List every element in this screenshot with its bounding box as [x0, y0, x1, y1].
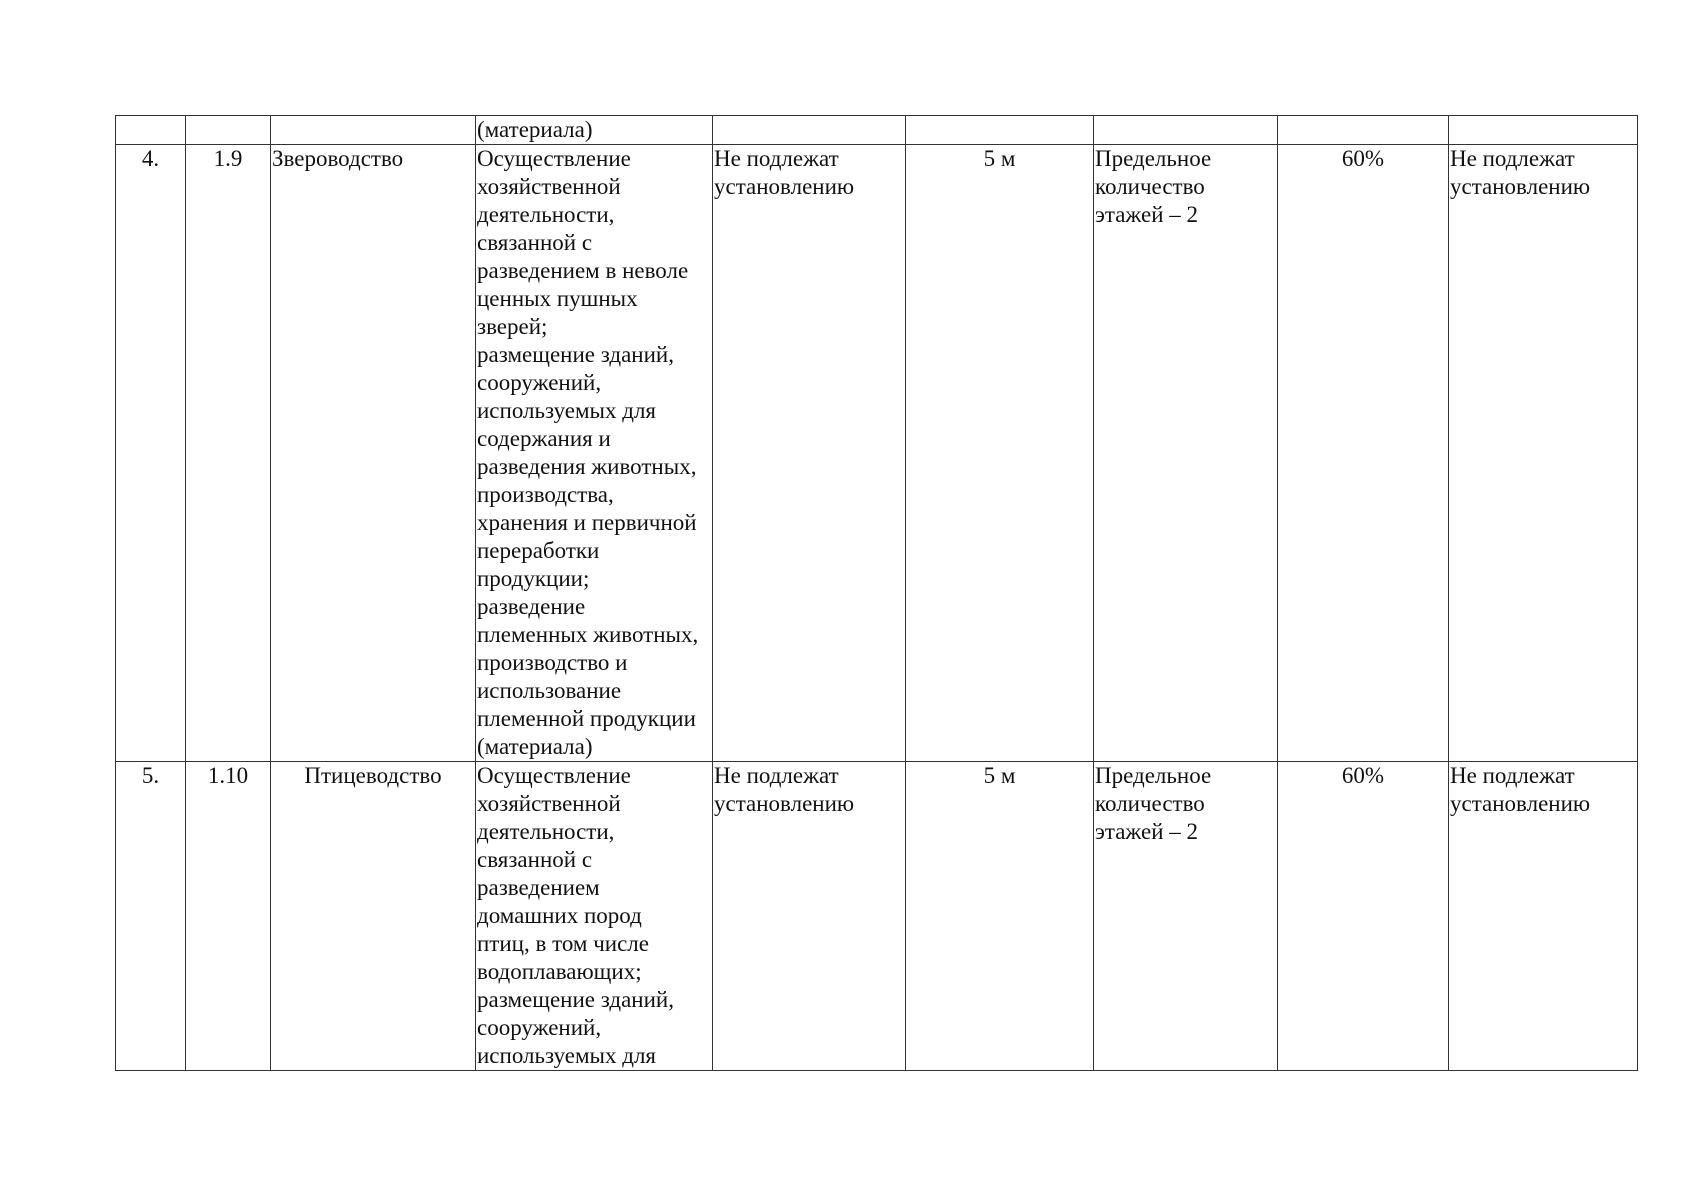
- cell-col9: [1449, 116, 1638, 145]
- cell-code: 1.10: [186, 762, 271, 1071]
- cell-col7: Предельное количество этажей – 2: [1094, 145, 1278, 762]
- cell-num: [116, 116, 186, 145]
- table-row-continuation: [116, 116, 1638, 145]
- cell-name: [271, 116, 476, 145]
- cell-col9: Не подлежат установлению: [1449, 145, 1638, 762]
- cell-col7: [1094, 116, 1278, 145]
- cell-code: 1.9: [186, 145, 271, 762]
- table-row: [116, 762, 1638, 1071]
- cell-col5: Не подлежат установлению: [713, 145, 906, 762]
- cell-col9: Не подлежат установлению: [1449, 762, 1638, 1071]
- cell-col6: [906, 116, 1094, 145]
- cell-col8: 60%: [1278, 145, 1449, 762]
- cell-col6: 5 м: [906, 145, 1094, 762]
- cell-description: Осуществление хозяйственной деятельности, связанной с разведением в неволе ценных пушных зверей; размещение зданий, сооружений, используемых для содержания и разведения животных, производства, хранения и первичной переработки продукции; разведение племенных животных, производство и использование племенной продукции (материала): [476, 145, 713, 762]
- cell-col5: Не подлежат установлению: [713, 762, 906, 1071]
- cell-col8: [1278, 116, 1449, 145]
- cell-name: Звероводство: [271, 145, 476, 762]
- cell-description: Осуществление хозяйственной деятельности, связанной с разведением домашних пород птиц, в том числе водоплавающих; размещение зданий, сооружений, используемых для: [476, 762, 713, 1071]
- table-row: [116, 145, 1638, 762]
- cell-col8: 60%: [1278, 762, 1449, 1071]
- cell-description: (материала): [476, 116, 713, 145]
- cell-col7: Предельное количество этажей – 2: [1094, 762, 1278, 1071]
- cell-name: Птицеводство: [271, 762, 476, 1071]
- cell-col5: [713, 116, 906, 145]
- cell-num: 5.: [116, 762, 186, 1071]
- cell-code: [186, 116, 271, 145]
- cell-num: 4.: [116, 145, 186, 762]
- regulations-table: [115, 115, 1638, 1071]
- cell-col6: 5 м: [906, 762, 1094, 1071]
